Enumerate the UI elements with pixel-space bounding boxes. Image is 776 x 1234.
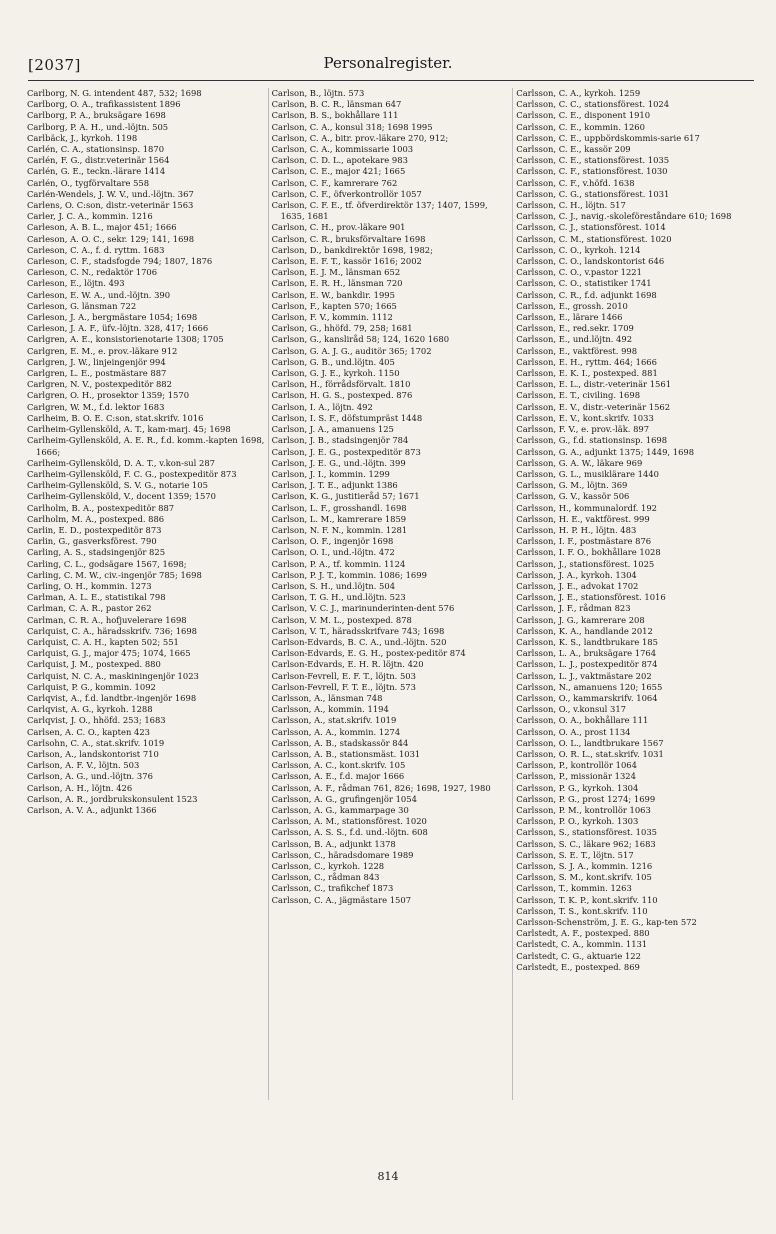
register-entry: Carlheim-Gyllensköld, F. C. G., postexpeditör 873 [27, 468, 237, 479]
register-entry: Carlson, S. H., und.löjtn. 504 [271, 580, 396, 591]
register-entry: Carlson, H., förrådsförvalt. 1810 [271, 379, 411, 390]
register-entry: Carlsson, A. B., stationsmäst. 1031 [271, 748, 421, 759]
register-entry: Carlborg, O. A., trafikassistent 1896 [27, 99, 181, 110]
register-entry: Carlsohn, C. A., stat.skrifv. 1019 [27, 737, 165, 748]
register-entry: Carlson, G., hhöfd. 79, 258; 1681 [271, 323, 413, 334]
register-entry: Carlsson, C. C., stationsförest. 1024 [516, 99, 670, 110]
register-entry: Carlsson, O. A., prost 1134 [516, 726, 631, 737]
register-entry: Carlsson, C. O., statistiker 1741 [516, 278, 652, 289]
register-entry: Carlson-Fevrell, F. T. E., löjtn. 573 [271, 681, 416, 692]
register-entry: Carlsson, B. A., adjunkt 1378 [271, 838, 396, 849]
register-entry: Carlson-Edvards, B. C. A., und.-löjtn. 520 [271, 636, 447, 647]
register-entry: Carlson, V. C. J., marinunderinten-dent 576 [271, 603, 455, 614]
register-entry: Carlsson, E. H., ryttm. 464; 1666 [516, 356, 657, 367]
register-entry: Carlquist, C. A., häradsskrifv. 736; 1698 [27, 625, 198, 636]
register-entry: Carlsson, C., häradsdomare 1989 [271, 849, 414, 860]
register-entry: Carlsson, L. A., bruksägare 1764 [516, 648, 657, 659]
register-entry: Carleson, A. O. C., sekr. 129; 141, 1698 [27, 233, 195, 244]
register-entry: Carlsson, A. E., f.d. major 1666 [271, 771, 405, 782]
footer-page-number: 814 [377, 1170, 399, 1183]
register-entry: Carlsson, A. G., grufingenjör 1054 [271, 793, 417, 804]
register-columns [24, 88, 758, 1100]
register-entry: Carlson, A. G., und.-löjtn. 376 [27, 771, 153, 782]
register-entry: Carlson, C. H., prov.-läkare 901 [271, 222, 406, 233]
register-entry: Carlsson, A. B., stadskassör 844 [271, 737, 409, 748]
register-entry: Carlson, J. A., amanuens 125 [271, 424, 394, 435]
register-entry: Carlsson, E., lärare 1466 [516, 312, 623, 323]
register-entry: Carlsson, A. A., kommin. 1274 [271, 726, 401, 737]
register-entry: Carlheim-Gyllensköld, V., docent 1359; 1570 [27, 491, 216, 502]
page-number-bracketed: [2037] [28, 56, 81, 74]
register-entry: Carlsson, E., und.löjtn. 492 [516, 334, 633, 345]
register-entry: Carlson, C. F., öfverkontrollör 1057 [271, 188, 422, 199]
register-entry: Carlqvist, A. G., kyrkoh. 1288 [27, 704, 153, 715]
register-entry: Carlsson, E., red.sekr. 1709 [516, 323, 634, 334]
register-entry: Carlson, B., löjtn. 573 [271, 88, 365, 98]
register-entry: Carlson, A. H., löjtn. 426 [27, 782, 133, 793]
register-entry: Carlén-Wendels, J. W. V., und.-löjtn. 367 [27, 188, 194, 199]
register-entry: Carleson, C. F., stadsfogde 794; 1807, 1876 [27, 256, 213, 267]
register-entry: Carlson, A. F. V., löjtn. 503 [27, 760, 140, 771]
register-entry: Carlstedt, C. G., aktuarie 122 [516, 950, 641, 961]
register-entry: Carleson, C. N., redaktör 1706 [27, 267, 158, 278]
register-entry: Carlgren, A. E., konsistorienotarie 1308; 1705 [27, 334, 224, 345]
register-entry: Carlson, P. J. T., kommin. 1086; 1699 [271, 569, 427, 580]
register-entry: Carlson, F., kapten 570; 1665 [271, 300, 397, 311]
register-entry: Carlgren, L. E., postmästare 887 [27, 368, 167, 379]
register-entry: Carlén, F. G., distr.veterinär 1564 [27, 155, 170, 166]
register-entry: Carlsson, C., kyrkoh. 1228 [271, 861, 385, 872]
register-entry: Carlson, C. F., kamrerare 762 [271, 177, 398, 188]
register-entry: Carlson, B. S., bokhållare 111 [271, 110, 399, 121]
register-entry: Carlén, G. E., teckn.-lärare 1414 [27, 166, 166, 177]
register-entry: Carlson, O. I., und.-löjtn. 472 [271, 547, 395, 558]
register-entry: Carlqvist, A., f.d. landtbr.-ingenjör 1698 [27, 692, 197, 703]
register-entry: Carlens, O. C:son, distr.-veterinär 1563 [27, 200, 194, 211]
register-entry: Carlsson, C. O., v.pastor 1221 [516, 267, 642, 278]
register-entry: Carlson, C. A., kommissarie 1003 [271, 144, 414, 155]
register-entry: Carlin, G., gasverksförest. 790 [27, 536, 157, 547]
register-entry: Carlsson, C. A., jägmästare 1507 [271, 894, 412, 905]
register-entry: Carlson, E. W., bankdir. 1995 [271, 289, 395, 300]
register-entry: Carlsson, A. F., rådman 761, 826; 1698, 1927, 1980 [271, 782, 491, 793]
register-entry: Carlsson, J. G., kamrerare 208 [516, 614, 645, 625]
register-entry: Carlson, B. C. R., länsman 647 [271, 99, 402, 110]
register-entry: Carlén, O., tygförvaltare 558 [27, 177, 150, 188]
register-entry: Carling, C. M. W., civ.-ingenjör 785; 1698 [27, 569, 202, 580]
register-entry: Carlbäck, J., kyrkoh. 1198 [27, 132, 138, 143]
register-entry: Carlson-Edvards, E. H. R. löjtn. 420 [271, 659, 424, 670]
register-entry: Carlquist, G. J., major 475; 1074, 1665 [27, 648, 191, 659]
register-entry: Carlson, C. E., major 421; 1665 [271, 166, 406, 177]
register-entry: Carlsson, G. A. W., läkare 969 [516, 457, 643, 468]
register-entry: Carlsson, C. E., uppbördskommis-sarie 617 [516, 132, 700, 143]
register-entry: Carlsson, C. J., navig.-skoleföreståndare 610; 1698 [516, 211, 732, 222]
register-entry: Carlsson, S., stationsförest. 1035 [516, 827, 657, 838]
register-entry: Carlsson, C. O., kyrkoh. 1214 [516, 244, 641, 255]
register-entry: Carlborg, P. A. H., und.-löjtn. 505 [27, 121, 169, 132]
register-entry: Carlsson, G. M., löjtn. 369 [516, 480, 628, 491]
register-entry: Carlsson, E., vaktförest. 998 [516, 345, 638, 356]
register-entry: Carlsson, E. L., distr.-veterinär 1561 [516, 379, 672, 390]
register-entry: Carlholm, B. A., postexpeditör 887 [27, 502, 175, 513]
register-entry: Carlson, C. R., bruksförvaltare 1698 [271, 233, 426, 244]
register-entry: Carlson, J. E. G., und.-löjtn. 399 [271, 457, 406, 468]
register-entry: Carlsson, O. A., bokhållare 111 [516, 715, 649, 726]
register-entry: Carlson, V. M. L., postexped. 878 [271, 614, 412, 625]
register-entry: Carlheim, B. O. E. C:son, stat.skrifv. 1016 [27, 412, 204, 423]
register-entry: Carleson, E., löjtn. 493 [27, 278, 125, 289]
register-entry: Carlson, G. A. J. G., auditör 365; 1702 [271, 345, 432, 356]
register-entry: Carlson, G. J. E., kyrkoh. 1150 [271, 368, 400, 379]
register-entry: Carlsson, A., kommin. 1194 [271, 704, 389, 715]
register-entry: Carlsson, A., stat.skrifv. 1019 [271, 715, 397, 726]
register-entry: Carlgren, W. M., f.d. lektor 1683 [27, 401, 165, 412]
register-entry: Carlquist, C. A. H., kapten 502; 551 [27, 636, 179, 647]
register-entry: Carlsson, A. C., kont.skrifv. 105 [271, 760, 406, 771]
column-middle [269, 88, 514, 1100]
register-entry: Carlson, F. V., kommin. 1112 [271, 312, 393, 323]
register-entry: Carlsson, O. R. L., stat.skrifv. 1031 [516, 748, 664, 759]
register-entry: Carlson, K. G., justitieråd 57; 1671 [271, 491, 420, 502]
register-entry: Carlsson, C. O., landskontorist 646 [516, 256, 665, 267]
register-entry: Carlsson, P. G., kyrkoh. 1304 [516, 782, 639, 793]
register-entry: Carlsson, A., länsman 748 [271, 692, 383, 703]
register-entry: Carlborg, N. G. intendent 487, 532; 1698 [27, 88, 202, 98]
register-entry: Carlin, E. D., postexpeditör 873 [27, 524, 162, 535]
register-entry: Carlsson, J. E., stationsförest. 1016 [516, 592, 666, 603]
register-entry: Carlsson, C., trafikchef 1873 [271, 883, 394, 894]
register-entry: Carlholm, M. A., postexped. 886 [27, 513, 165, 524]
register-entry: Carlson, I. S. F., döfstumpräst 1448 [271, 412, 423, 423]
register-entry: Carlsson, L. J., postexpeditör 874 [516, 659, 658, 670]
register-entry: Carlsson, C. J., stationsförest. 1014 [516, 222, 666, 233]
register-entry: Carlqvist, J. O., hhöfd. 253; 1683 [27, 715, 166, 726]
register-entry: Carlsson, K. A., handlande 2012 [516, 625, 653, 636]
register-entry: Carlsson, J. E., advokat 1702 [516, 580, 639, 591]
register-entry: Carlson, N. F. N., kommin. 1281 [271, 524, 408, 535]
register-entry: Carlman, C. A. R., pastor 262 [27, 603, 152, 614]
register-entry: Carlsson, F. V., e. prov.-läk. 897 [516, 424, 650, 435]
register-entry: Carlsson, C. G., stationsförest. 1031 [516, 188, 670, 199]
register-entry: Carlsson, E. T., civiling. 1698 [516, 390, 641, 401]
register-entry: Carlsson, P. M., kontrollör 1063 [516, 805, 651, 815]
register-entry: Carling, O. H., kommin. 1273 [27, 580, 152, 591]
register-entry: Carlstedt, E., postexped. 869 [516, 961, 640, 972]
register-entry: Carlman, C. R. A., hofjuvelerare 1698 [27, 614, 187, 625]
register-entry: Carlsson, G., f.d. stationsinsp. 1698 [516, 435, 668, 446]
register-entry: Carlsson, J. F., rådman 823 [516, 603, 631, 614]
register-entry: Carlsson, C. F., v.höfd. 1638 [516, 177, 635, 188]
register-entry: Carlson, C. A., konsul 318; 1698 1995 [271, 121, 433, 132]
register-entry: Carlsson, A. S. S., f.d. und.-löjtn. 608 [271, 827, 428, 838]
register-entry: Carlson, A., landskontorist 710 [27, 748, 159, 759]
register-entry: Carlsson, C., rådman 843 [271, 872, 380, 883]
register-entry: Carlsson, C. M., stationsförest. 1020 [516, 233, 672, 244]
register-entry: Carlgren, J. W., linjeingenjör 994 [27, 356, 166, 367]
register-entry: Carlsson, C. E., stationsförest. 1035 [516, 155, 670, 166]
register-entry: Carlson, J. B., stadsingenjör 784 [271, 435, 409, 446]
register-entry: Carlsson, S. M., kont.skrifv. 105 [516, 872, 652, 883]
register-entry: Carlson, H. G. S., postexped. 876 [271, 390, 413, 401]
register-entry: Carlson, T. G. H., und.löjtn. 523 [271, 592, 406, 603]
register-entry: Carlsson, K. S., landtbrukare 185 [516, 636, 658, 647]
register-entry: Carlsson, C. F., stationsförest. 1030 [516, 166, 668, 177]
register-entry: Carlman, A. L. E., statistikal 798 [27, 592, 166, 603]
register-entry: Carlson, O. F., ingenjör 1698 [271, 536, 394, 547]
register-entry: Carlsson, J., stationsförest. 1025 [516, 558, 655, 569]
register-entry: Carlsson, C. H., löjtn. 517 [516, 200, 626, 211]
register-entry: Carlsson, O., v.konsul 317 [516, 704, 627, 715]
register-entry: Carlson, P. A., tf. kommin. 1124 [271, 558, 406, 569]
register-entry: Carlson, E. J. M., länsman 652 [271, 267, 401, 278]
register-entry: Carlson, V. T., häradsskrifvare 743; 1698 [271, 625, 445, 636]
register-entry: Carlheim-Gyllensköld, S. V. G., notarie 105 [27, 480, 208, 491]
register-entry: Carlsson, T. K. P., kont.skrifv. 110 [516, 894, 658, 905]
register-entry: Carlson, D., bankdirektör 1698, 1982; [271, 244, 433, 255]
register-entry: Carlsson, A. G., kammarpage 30 [271, 805, 409, 815]
register-entry: Carlsson, G. V., kassör 506 [516, 491, 630, 502]
register-entry: Carlsson, C. R., f.d. adjunkt 1698 [516, 289, 657, 300]
register-entry: Carlson, J. T. E., adjunkt 1386 [271, 480, 398, 491]
register-entry: Carleson, J. A., bergmästare 1054; 1698 [27, 312, 198, 323]
register-entry: Carlsson, I. F. O., bokhållare 1028 [516, 547, 661, 558]
register-entry: Carlsson, S. E. T., löjtn. 517 [516, 849, 634, 860]
register-entry: Carlén, C. A., stationsinsp. 1870 [27, 144, 165, 155]
register-entry: Carlsson, C. E., disponent 1910 [516, 110, 651, 121]
register-entry: Carlgren, E. M., e. prov.-läkare 912 [27, 345, 178, 356]
page-title: Personalregister. [323, 54, 453, 72]
register-entry: Carlson, J. I., kommin. 1299 [271, 468, 390, 479]
register-entry: Carlson, E. F. T., kassör 1616; 2002 [271, 256, 422, 267]
register-entry: Carlson, J. E. G., postexpeditör 873 [271, 446, 421, 457]
register-entry: Carlsson, P., kontrollör 1064 [516, 760, 637, 771]
register-entry: Carlsson, E., grossh. 2010 [516, 300, 628, 311]
register-entry: Carlsson, A. M., stationsförest. 1020 [271, 816, 427, 827]
register-entry: Carlsen, A. C. O., kapten 423 [27, 726, 151, 737]
register-entry: Carler, J. C. A., kommin. 1216 [27, 211, 153, 222]
register-entry: Carlsson, S. C., läkare 962; 1683 [516, 838, 656, 849]
register-entry: Carlquist, P. G., kommin. 1092 [27, 681, 156, 692]
register-entry: Carlgren, O. H., prosektor 1359; 1570 [27, 390, 190, 401]
register-entry: Carleson, J. A. F., üfv.-löjtn. 328, 417; 1666 [27, 323, 209, 334]
register-entry: Carlheim-Gyllensköld, A. T., kam-marj. 45; 1698 [27, 424, 231, 435]
register-entry: Carlson, L. F., grosshandl. 1698 [271, 502, 407, 513]
register-entry: Carlson, C. A., bitr. prov.-läkare 270, 912; [271, 132, 449, 143]
register-entry: Carleson, E. W. A., und.-löjtn. 390 [27, 289, 171, 300]
register-entry: Carlson, G., kansliråd 58; 124, 1620 1680 [271, 334, 450, 345]
register-entry: Carlson, I. A., löjtn. 492 [271, 401, 373, 412]
register-entry: Carlsson, P. G., prost 1274; 1699 [516, 793, 656, 804]
register-entry: Carlsson, H., kommunalordf. 192 [516, 502, 657, 513]
register-entry: Carlsson, O., kammarskrifv. 1064 [516, 692, 658, 703]
register-entry: Carling, C. L., godsägare 1567, 1698; [27, 558, 187, 569]
register-entry: Carlson, G. B., und.löjtn. 405 [271, 356, 395, 367]
register-entry: Carlson-Fevrell, E. F. T., löjtn. 503 [271, 670, 416, 681]
register-entry: Carlsson, N., amanuens 120; 1655 [516, 681, 663, 692]
register-entry: Carlgren, N. V., postexpeditör 882 [27, 379, 172, 390]
register-entry: Carlheim-Gyllensköld, D. A. T., v.kon-sul 287 [27, 457, 215, 468]
register-entry: Carlsson, O. L., landtbrukare 1567 [516, 737, 664, 748]
register-entry: Carlsson-Schenström, J. E. G., kap-ten 572 [516, 917, 697, 928]
register-entry: Carlsson, E. V., kont.skrifv. 1033 [516, 412, 654, 423]
register-entry: Carlsson, T. S., kont.skrifv. 110 [516, 905, 648, 916]
register-entry: Carlsson, P., missionär 1324 [516, 771, 636, 782]
register-entry: Carlsson, C. E., kommin. 1260 [516, 121, 645, 132]
register-entry: Carlquist, J. M., postexped. 880 [27, 659, 161, 670]
register-entry: Carling, A. S., stadsingenjör 825 [27, 547, 166, 558]
column-right [513, 88, 758, 1100]
register-entry: Carlsson, E. V., distr.-veterinär 1562 [516, 401, 671, 412]
register-entry: Carlstedt, C. A., kommin. 1131 [516, 939, 648, 950]
register-entry: Carlsson, C. A., kyrkoh. 1259 [516, 88, 641, 98]
register-entry: Carlson, E. R. H., länsman 720 [271, 278, 403, 289]
register-entry: Carleson, G. länsman 722 [27, 300, 137, 311]
column-left [24, 88, 269, 1100]
register-entry: Carleson, C. A., f. d. ryttm. 1683 [27, 244, 165, 255]
register-entry: Carlsson, G. A., adjunkt 1375; 1449, 1698 [516, 446, 695, 457]
register-entry: Carlson-Edvards, E. G. H., postex-peditör 874 [271, 648, 466, 659]
register-entry: Carlsson, C. E., kassör 209 [516, 144, 631, 155]
header-rule [28, 80, 754, 81]
register-entry: Carlborg, P. A., bruksägare 1698 [27, 110, 166, 121]
register-entry: Carlstedt, A. F., postexped. 880 [516, 928, 650, 939]
register-entry: Carlson, A. R., jordbrukskonsulent 1523 [27, 793, 198, 804]
register-entry: Carlson, C. F. E., tf. öfverdirektör 137; 1407, 1599, 1635, 1681 [271, 200, 488, 222]
register-entry: Carlson, A. V. A., adjunkt 1366 [27, 805, 157, 815]
register-entry: Carlsson, T., kommin. 1263 [516, 883, 632, 894]
register-entry: Carlsson, E. K. I., postexped. 881 [516, 368, 658, 379]
register-entry: Carlsson, S. J. A., kommin. 1216 [516, 861, 653, 872]
register-entry: Carlsson, H. E., vaktförest. 999 [516, 513, 650, 524]
register-entry: Carlsson, J. A., kyrkoh. 1304 [516, 569, 637, 580]
register-entry: Carlson, L. M., kamrerare 1859 [271, 513, 407, 524]
register-entry: Carlsson, H. P. H., löjtn. 483 [516, 524, 637, 535]
register-entry: Carlson, C. D. L., apotekare 983 [271, 155, 408, 166]
register-entry: Carlquist, N. C. A., maskiningenjör 1023 [27, 670, 199, 681]
register-entry: Carlsson, G. L., musiklärare 1440 [516, 468, 659, 479]
register-entry: Carlsson, I. F., postmästare 876 [516, 536, 652, 547]
register-entry: Carlheim-Gyllensköld, A. E. R., f.d. komm.-kapten 1698, 1666; [27, 435, 265, 457]
register-entry: Carlsson, P. O., kyrkoh. 1303 [516, 816, 639, 827]
register-entry: Carleson, A. B. L., major 451; 1666 [27, 222, 177, 233]
register-entry: Carlsson, L. J., vaktmästare 202 [516, 670, 652, 681]
